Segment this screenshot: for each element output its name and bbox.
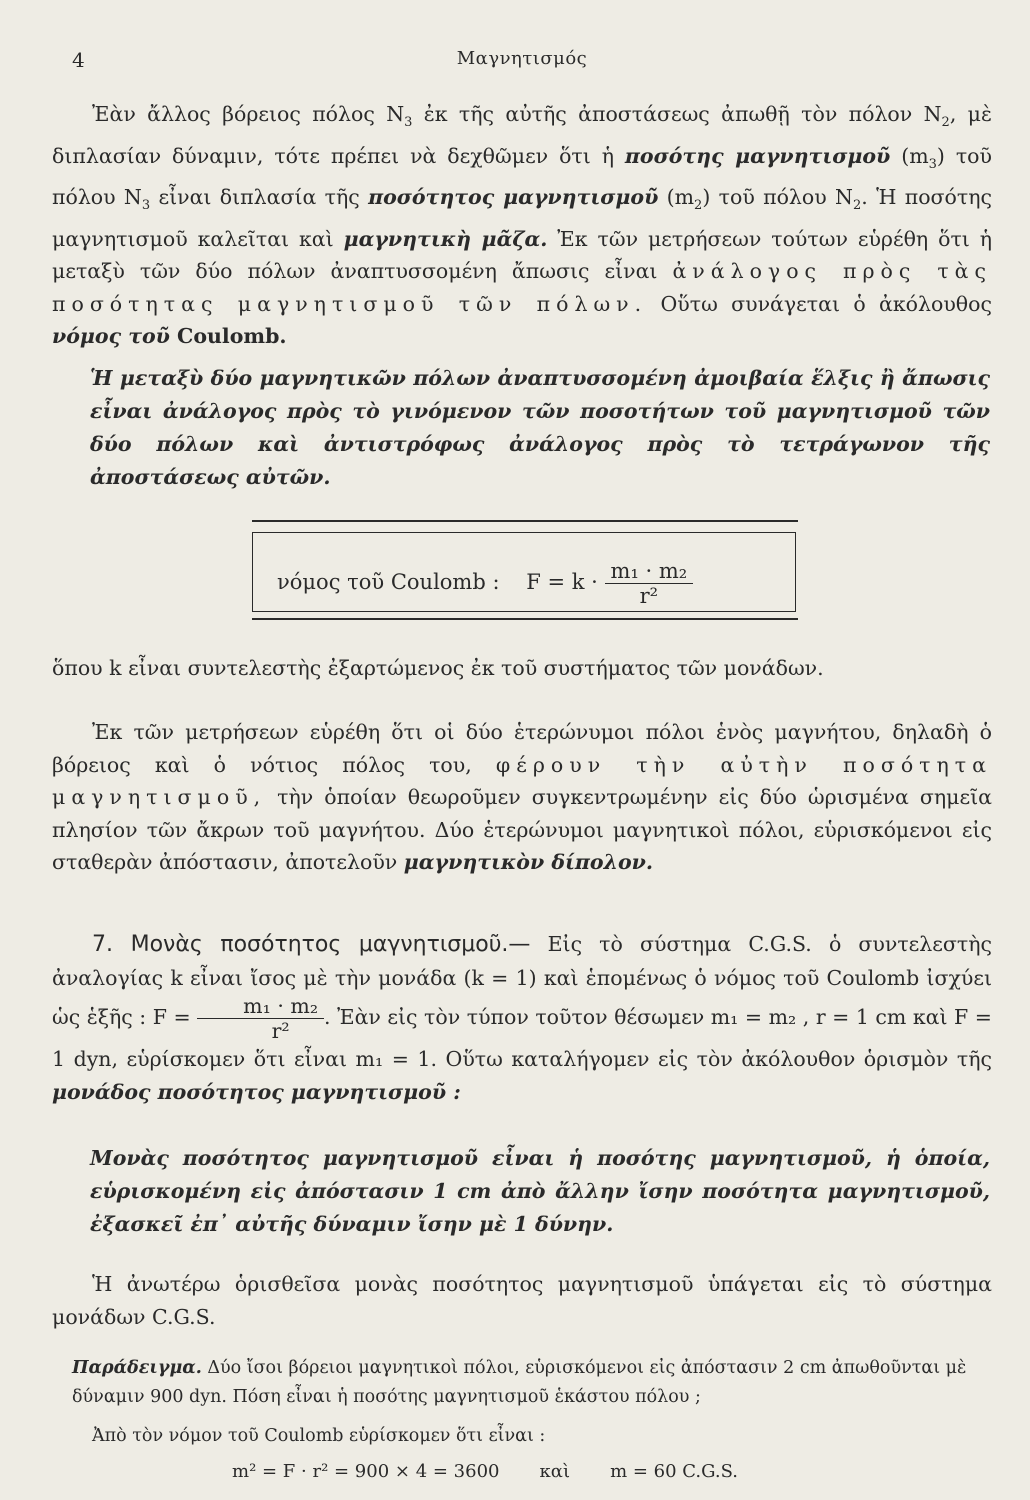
box-frame <box>252 532 796 612</box>
formula-denominator: r² <box>639 584 659 608</box>
term-magnetic-mass: μαγνητικὴ μᾶζα. <box>343 226 548 251</box>
document-page <box>52 40 992 1480</box>
paragraph-coulomb-intro: Ἐὰν ἄλλος βόρειος πόλος $N_3$ ἐκ τῆς αὐτῆς ἀποστάσεως ἀπωθῇ τὸν πόλον $N_2$, μὲ διπλασίαν δύναμιν, τότε πρέπει νὰ δεχθῶμεν ὅτι ἡ ποσότης μαγνητισμοῦ $(m_3)$ τοῦ πόλου $N_3$ εἶναι διπλασία τῆς ποσότητος μαγνητισμοῦ $(m_2)$ τοῦ πόλου $N_2$. Ἡ ποσότης μαγνητισμοῦ καλεῖται καὶ μαγνητικὴ μᾶζα. Ἐκ τῶν μετρήσεων τούτων εὑρέθη ὅτι ἡ μεταξὺ τῶν δύο πόλων ἀναπτυσσομένη ἄπωσις εἶναι ἀνάλογος πρὸς τὰς ποσότητας μαγνητισμοῦ τῶν πόλων. Οὕτω συνάγεται ὁ ἀκόλουθος νόμος τοῦ Coulomb. <box>52 102 993 349</box>
coulomb-law-statement: Ἡ μεταξὺ δύο μαγνητικῶν πόλων ἀναπτυσσομένη ἀμοιβαία ἕλξις ἢ ἄπωσις εἶναι ἀνάλογος πρὸς τὸ γινόμενον τῶν ποσοτήτων τοῦ μαγνητισμοῦ τῶν δύο πόλων καὶ ἀντιστρόφως ἀνάλογος πρὸς τὸ τετράγωνον τῆς ἀποστάσεως αὐτῶν. <box>90 366 990 489</box>
paragraph-k-coefficient: ὅπου k εἶναι συντελεστὴς ἐξαρτώμενος ἐκ τοῦ συστήματος τῶν μονάδων. <box>52 656 824 680</box>
section-7-heading: 7. Μονὰς ποσότητος μαγνητισμοῦ.— <box>92 932 531 957</box>
box-bottom-rule <box>252 618 798 620</box>
section-7-unit-of-magnetism: 7. Μονὰς ποσότητος μαγνητισμοῦ.— Εἰς τὸ σύστημα C.G.S. ὁ συντελεστὴς ἀναλογίας k εἶναι ἴσος μὲ τὴν μονάδα (k = 1) καὶ ἑπομένως ὁ νόμος τοῦ Coulomb ἰσχύει ὡς ἑξῆς : F = $\frac{\text{m₁ · m₂}}{\text{r²}}$ . Ἐὰν εἰς τὸν τύπον τοῦτον θέσωμεν m₁ = m₂ , r = 1 cm καὶ F = 1 dyn, εὑρίσκομεν ὅτι εἶναι m₁ = 1. Οὕτω καταλήγομεν εἰς τὸν ἀκόλουθον ὁρισμὸν τῆς μονάδος ποσότητος μαγνητισμοῦ : <box>52 932 993 1104</box>
page-header <box>52 48 992 78</box>
example-solution-intro: Ἀπὸ τὸν νόμον τοῦ Coulomb εὑρίσκομεν ὅτι εἶναι : <box>92 1426 546 1446</box>
coulomb-formula-box <box>252 520 798 622</box>
running-title: Μαγνητισμός <box>456 48 588 69</box>
coulomb-formula <box>277 559 693 608</box>
formula-numerator: m₁ · m₂ <box>605 559 694 584</box>
equation-m-squared: m² = F · r² = 900 × 4 = 3600 <box>232 1461 500 1482</box>
page-number: 4 <box>72 48 85 72</box>
section-7-fraction: $\frac{\text{m₁ · m₂}}{\text{r²}}$ <box>197 994 324 1043</box>
definition-unit-of-magnetism: Μονὰς ποσότητος μαγνητισμοῦ εἶναι ἡ ποσότης μαγνητισμοῦ, ἡ ὁποία, εὑρισκομένη εἰς ἀπόστασιν 1 cm ἀπὸ ἄλλην ἴσην ποσότητα μαγνητισμοῦ, ἐξασκεῖ ἐπ᾽ αὐτῆς δύναμιν ἴσην μὲ 1 δύνην. <box>90 1146 990 1236</box>
example-equation: m² = F · r² = 900 × 4 = 3600 καὶ m = 60 C.G.S. <box>232 1461 739 1482</box>
formula-fraction <box>605 559 694 608</box>
formula-lhs: F = k · <box>526 570 598 594</box>
term-quantity-of-magnetism: ποσότης μαγνητισμοῦ <box>624 143 891 168</box>
example-block: Παράδειγμα. Δύο ἴσοι βόρειοι μαγνητικοὶ πόλοι, εὑρισκόμενοι εἰς ἀπόστασιν 2 cm ἀπωθοῦνται μὲ δύναμιν 900 dyn. Πόση εἶναι ἡ ποσότης μαγνητισμοῦ ἑκάστου πόλου ; <box>72 1358 967 1407</box>
box-top-rule <box>252 520 798 522</box>
example-label: Παράδειγμα. <box>72 1358 202 1378</box>
equation-m-result: m = 60 C.G.S. <box>610 1461 739 1482</box>
paragraph-magnetic-dipole: Ἐκ τῶν μετρήσεων εὑρέθη ὅτι οἱ δύο ἑτερώνυμοι πόλοι ἑνὸς μαγνήτου, δηλαδὴ ὁ βόρειος καὶ ὁ νότιος πόλος του, φέρουν τὴν αὐτὴν ποσότητα μαγνητισμοῦ, τὴν ὁποίαν θεωροῦμεν συγκεντρωμένην εἰς δύο ὡρισμένα σημεῖα πλησίον τῶν ἄκρων τοῦ μαγνήτου. Δύο ἑτερώνυμοι μαγνητικοὶ πόλοι, εὑρισκόμενοι εἰς σταθερὰν ἀπόστασιν, ἀποτελοῦν μαγνητικὸν δίπολον. <box>52 720 992 874</box>
paragraph-cgs-note: Ἡ ἀνωτέρω ὁρισθεῖσα μονὰς ποσότητος μαγνητισμοῦ ὑπάγεται εἰς τὸ σύστημα μονάδων C.G.S. <box>52 1272 992 1329</box>
term-magnetic-dipole: μαγνητικὸν δίπολον. <box>403 850 654 874</box>
formula-label: νόμος τοῦ Coulomb : <box>277 570 500 594</box>
